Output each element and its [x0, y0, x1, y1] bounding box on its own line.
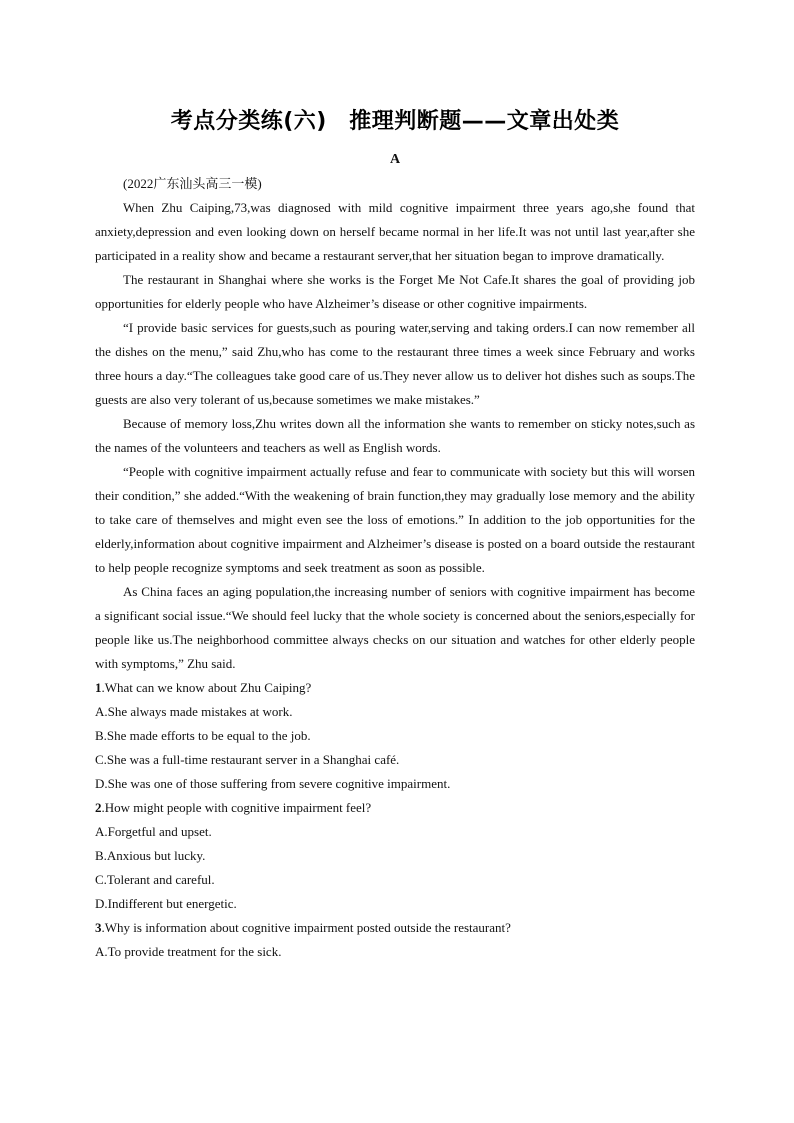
paragraph: The restaurant in Shanghai where she works is the Forget Me Not Cafe.It shares the goal of providing job opportunities for elderly people who have Alzheimer’s disease or other cognitive impairments. [95, 272, 695, 311]
option: A.To provide treatment for the sick. [95, 944, 282, 959]
question-text: .What can we know about Zhu Caiping? [101, 680, 312, 695]
paragraph: “I provide basic services for guests,such as pouring water,serving and taking orders.I can now remember all the dishes on the menu,” said Zhu,who has come to the restaurant three times a week since February and works three hours a day.“The colleagues take good care of us.They never allow us to deliver hot dishes such as soups.The guests are also very tolerant of us,because sometimes we make mistakes.” [95, 320, 695, 407]
option: B.Anxious but lucky. [95, 848, 206, 863]
question-3 [95, 916, 695, 940]
option: D.Indifferent but energetic. [95, 896, 237, 911]
paragraph: Because of memory loss,Zhu writes down all the information she wants to remember on sticky notes,such as the names of the volunteers and teachers as well as English words. [95, 416, 695, 455]
option: A.She always made mistakes at work. [95, 704, 293, 719]
question-text: .Why is information about cognitive impairment posted outside the restaurant? [101, 920, 511, 935]
paragraph: When Zhu Caiping,73,was diagnosed with mild cognitive impairment three years ago,she found that anxiety,depression and even looking down on herself became normal in her life.It was not until last year,after she participated in a reality show and became a restaurant server,that her situation began to improve dramatically. [95, 200, 695, 263]
paragraph: “People with cognitive impairment actually refuse and fear to communicate with society but this will worsen their condition,” she added.“With the weakening of brain function,they may gradually lose memory and the ability to take care of themselves and might even see the loss of emotions.” In addition to the job opportunities for the elderly,information about cognitive impairment and Alzheimer’s disease is posted on a board outside the restaurant to help people recognize symptoms and seek treatment as soon as possible. [95, 464, 695, 575]
question-2 [95, 796, 695, 820]
section-label: A [389, 152, 401, 167]
page-title: 考点分类练(六) 推理判断题——文章出处类 [170, 109, 620, 134]
question-text: .How might people with cognitive impairment feel? [101, 800, 372, 815]
option: A.Forgetful and upset. [95, 824, 212, 839]
question-number: 3 [95, 920, 102, 935]
paragraph: As China faces an aging population,the increasing number of seniors with cognitive impairment has become a significant social issue.“We should feel lucky that the whole society is concerned about the seniors,especially for people like us.The neighborhood committee always checks on our situation and watches for other elderly people with symptoms,” Zhu said. [95, 584, 695, 671]
source-note: (2022广东汕头高三一模) [123, 176, 262, 191]
option: C.Tolerant and careful. [95, 872, 215, 887]
question-1 [95, 676, 695, 700]
question-block [95, 676, 695, 964]
passage [95, 196, 695, 676]
question-number: 2 [95, 800, 102, 815]
document-page [95, 104, 695, 964]
option: D.She was one of those suffering from severe cognitive impairment. [95, 776, 451, 791]
option: C.She was a full-time restaurant server in a Shanghai café. [95, 752, 400, 767]
option: B.She made efforts to be equal to the job. [95, 728, 311, 743]
question-number: 1 [95, 680, 102, 695]
